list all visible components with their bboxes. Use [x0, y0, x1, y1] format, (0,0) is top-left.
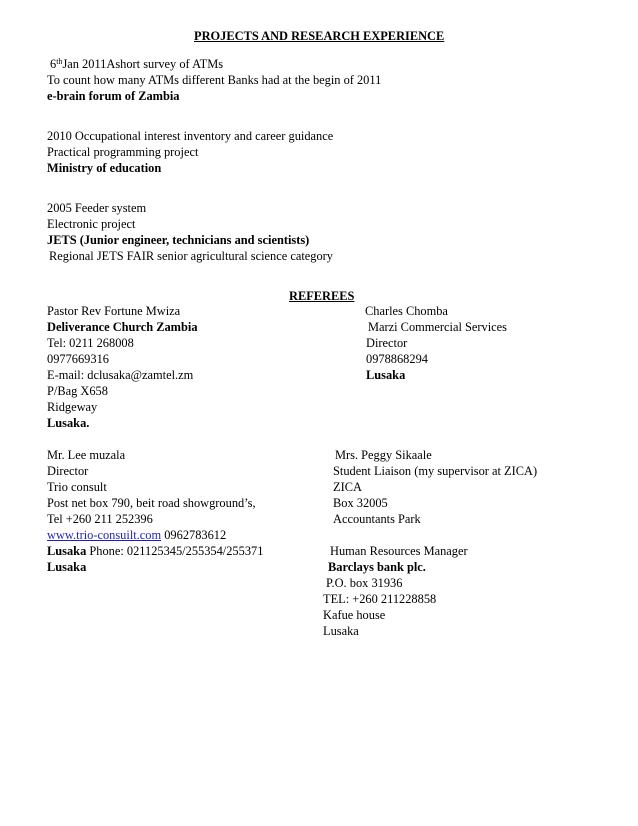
ref1-mobile: 0977669316: [47, 352, 109, 366]
ref3-phone-line: [47, 544, 263, 559]
ref3-organization: Trio consult: [47, 480, 107, 494]
ref4-name: Mrs. Peggy Sikaale: [335, 448, 432, 462]
ref1-organization: Deliverance Church Zambia: [47, 320, 198, 334]
ref4-box: Box 32005: [333, 496, 388, 510]
ref5-role: Human Resources Manager: [330, 544, 468, 558]
ref1-area: Ridgeway: [47, 400, 98, 414]
atm-project-day-suffix: th: [56, 57, 63, 66]
ref5-tel: TEL: +260 211228858: [323, 592, 437, 606]
feeder-project-note: Regional JETS FAIR senior agricultural science category: [49, 249, 333, 263]
feeder-project-description: Electronic project: [47, 217, 136, 231]
ref5-place: Kafue house: [323, 608, 386, 622]
ref3-website-phone: 0962783612: [161, 528, 227, 542]
ref1-email: E-mail: dclusaka@zamtel.zm: [47, 368, 194, 382]
referees-heading: REFEREES: [289, 289, 355, 303]
occupational-project-organization: Ministry of education: [47, 161, 162, 175]
atm-project-organization: e-brain forum of Zambia: [47, 89, 180, 103]
ref3-city-label: Lusaka: [47, 544, 87, 558]
projects-heading: PROJECTS AND RESEARCH EXPERIENCE: [194, 29, 445, 43]
ref4-organization: ZICA: [333, 480, 362, 494]
ref3-website-link[interactable]: www.trio-consuilt.com: [47, 528, 162, 542]
atm-project-description: To count how many ATMs different Banks had at the begin of 2011: [47, 73, 382, 87]
atm-project-title-text: Jan 2011Ashort survey of ATMs: [62, 57, 224, 71]
ref2-name: Charles Chomba: [365, 304, 448, 318]
ref2-city: Lusaka: [366, 368, 406, 382]
ref2-organization: Marzi Commercial Services: [368, 320, 508, 334]
atm-project-day: 6: [50, 57, 57, 71]
ref3-role: Director: [47, 464, 89, 478]
ref1-tel: Tel: 0211 268008: [47, 336, 134, 350]
ref3-address: Post net box 790, beit road showground’s,: [47, 496, 256, 510]
ref5-organization: Barclays bank plc.: [328, 560, 426, 574]
ref2-mobile: 0978868294: [366, 352, 428, 366]
ref1-bag: P/Bag X658: [47, 384, 108, 398]
ref4-place: Accountants Park: [333, 512, 421, 526]
ref3-tel: Tel +260 211 252396: [47, 512, 153, 526]
occupational-project-title: 2010 Occupational interest inventory and career guidance: [47, 129, 334, 143]
ref5-box: P.O. box 31936: [326, 576, 403, 590]
ref3-phone: Phone: 021125345/255354/255371: [86, 544, 264, 558]
ref1-name: Pastor Rev Fortune Mwiza: [47, 304, 181, 318]
occupational-project-description: Practical programming project: [47, 145, 199, 159]
ref3-website-line: [47, 528, 226, 543]
atm-project-title: [50, 57, 223, 72]
ref3-city: Lusaka: [47, 560, 87, 574]
ref5-city: Lusaka: [323, 624, 359, 638]
ref2-role: Director: [366, 336, 408, 350]
ref4-role: Student Liaison (my supervisor at ZICA): [333, 464, 538, 478]
ref1-city: Lusaka.: [47, 416, 90, 430]
ref3-name: Mr. Lee muzala: [47, 448, 126, 462]
feeder-project-organization: JETS (Junior engineer, technicians and scientists): [47, 233, 310, 247]
feeder-project-title: 2005 Feeder system: [47, 201, 147, 215]
